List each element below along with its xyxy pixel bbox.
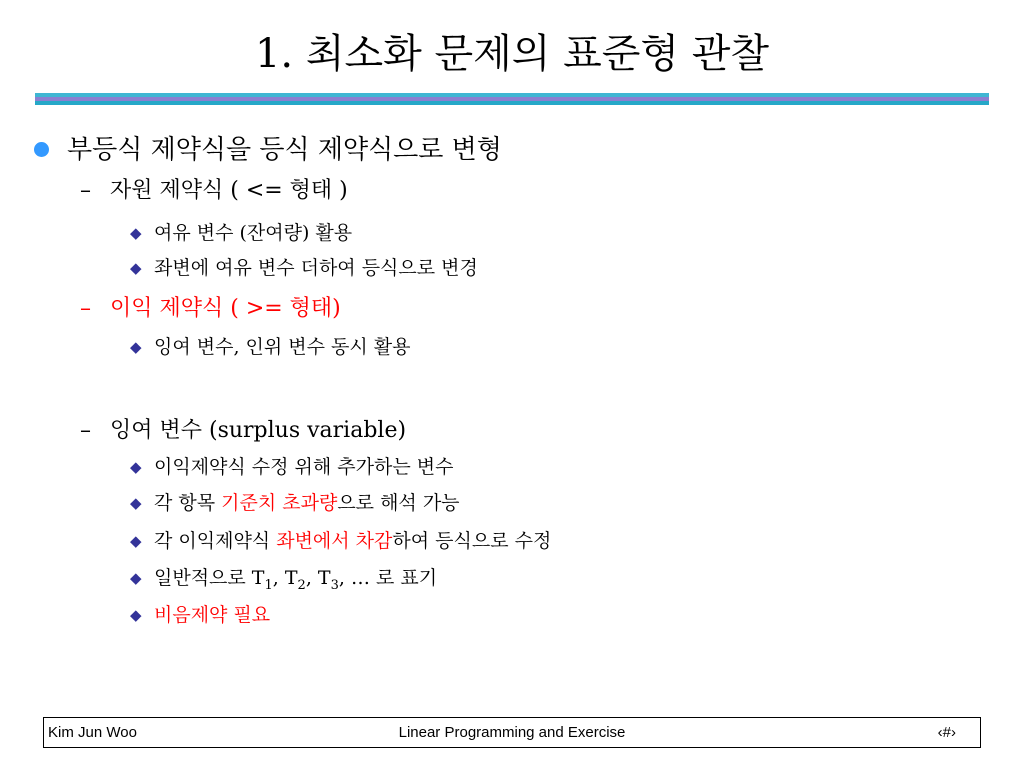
list-item bbox=[130, 602, 270, 629]
dash-icon: – bbox=[80, 418, 91, 443]
bullet-dot-icon bbox=[34, 142, 49, 157]
diamond-bullet-icon: ◆ bbox=[130, 569, 142, 587]
footer-author: Kim Jun Woo bbox=[48, 724, 137, 741]
slide-title: 1. 최소화 문제의 표준형 관찰 bbox=[254, 31, 770, 77]
highlight-text: 좌변에서 차감 bbox=[276, 530, 393, 552]
list-item-text: 좌변에 여유 변수 더하여 등식으로 변경 bbox=[154, 257, 478, 279]
list-item bbox=[130, 255, 478, 282]
dash-icon: – bbox=[80, 178, 91, 203]
highlight-text: 기준치 초과량 bbox=[221, 492, 338, 514]
diamond-bullet-icon: ◆ bbox=[130, 494, 142, 512]
list-item bbox=[130, 334, 411, 361]
list-item-text: 각 이익제약식 bbox=[154, 530, 277, 552]
subscript: 2 bbox=[297, 577, 306, 593]
diamond-bullet-icon: ◆ bbox=[130, 224, 142, 242]
list-item-text: , T bbox=[272, 567, 298, 589]
list-item bbox=[130, 490, 460, 517]
list-item-text: , T bbox=[305, 567, 331, 589]
title-rule-bottom bbox=[35, 101, 989, 105]
list-item-text: 여유 변수 (잔여량) 활용 bbox=[154, 222, 353, 244]
footer-box bbox=[43, 717, 981, 748]
bullet-main bbox=[34, 133, 502, 167]
subheading-text: 이익 제약식 ( >= 형태) bbox=[110, 296, 341, 321]
list-item-text: 하여 등식으로 수정 bbox=[392, 530, 552, 552]
subheading-text: 자원 제약식 ( <= 형태 ) bbox=[110, 178, 348, 203]
dash-icon: – bbox=[80, 296, 91, 321]
subheading-profit-constraint bbox=[80, 294, 341, 324]
list-item-text: 이익제약식 수정 위해 추가하는 변수 bbox=[154, 456, 454, 478]
list-item-text: 비음제약 필요 bbox=[154, 604, 271, 626]
subheading-text: 잉여 변수 (surplus variable) bbox=[110, 418, 407, 443]
list-item bbox=[130, 220, 352, 247]
diamond-bullet-icon: ◆ bbox=[130, 259, 142, 277]
subheading-resource-constraint bbox=[80, 176, 348, 206]
list-item bbox=[130, 454, 453, 481]
footer-page-number: ‹#› bbox=[937, 724, 956, 741]
bullet-main-text: 부등식 제약식을 등식 제약식으로 변형 bbox=[67, 135, 502, 165]
list-item-text: 일반적으로 T bbox=[154, 567, 265, 589]
list-item-text: 으로 해석 가능 bbox=[337, 492, 460, 514]
list-item bbox=[130, 565, 437, 599]
diamond-bullet-icon: ◆ bbox=[130, 338, 142, 356]
diamond-bullet-icon: ◆ bbox=[130, 532, 142, 550]
subscript: 3 bbox=[330, 577, 339, 593]
diamond-bullet-icon: ◆ bbox=[130, 458, 142, 476]
diamond-bullet-icon: ◆ bbox=[130, 606, 142, 624]
list-item-text: 잉여 변수, 인위 변수 동시 활용 bbox=[154, 336, 411, 358]
subscript: 1 bbox=[264, 577, 273, 593]
list-item-text: , … 로 표기 bbox=[338, 567, 438, 589]
list-item bbox=[130, 528, 551, 555]
list-item-text: 각 항목 bbox=[154, 492, 222, 514]
footer-course: Linear Programming and Exercise bbox=[398, 724, 626, 741]
subheading-surplus-variable bbox=[80, 416, 406, 446]
